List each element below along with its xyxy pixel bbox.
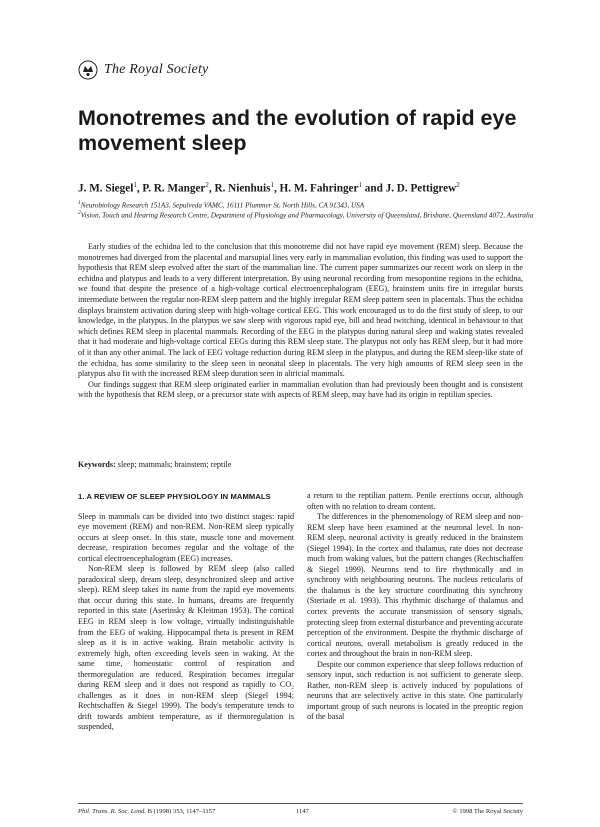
body-paragraph: Sleep in mammals can be divided into two distinct stages: rapid eye movement (REM) and non-REM. Non-REM sleep typically occurs at sleep onset. In this state, muscle tone and movement decrease, respiration becomes regular and the voltage of the cortical electroencephalogram (EEG) increases. bbox=[78, 511, 294, 563]
author: R. Nienhuis bbox=[214, 182, 271, 195]
footer-volume: B (1998) 353, 1147–1157 bbox=[147, 808, 216, 815]
body-paragraph: Non-REM sleep is followed by REM sleep (also called paradoxical sleep, dream sleep, desynchronized sleep and active sleep). REM sleep takes its name from the rapid eye movements that occur during this state. In humans, dreams are frequently reported in this state (Aserinsky & Kleitman 1953). The cortical EEG in REM sleep is low voltage, virtually indistinguishable from the EEG of waking. Hippocampal theta is present in REM sleep as it is in active waking. Brain metabolic activity is extremely high, often exceeding levels seen in waking. At the same time, homeostatic control of respiration and thermoregulation are reduced. Respiration becomes irregular during REM sleep and it does not respond as rapidly to CO₂ challenges as it does in non-REM sleep (Siegel 1994; Rechtschaffen & Siegel 1999). The body's temperature tends to drift towards ambient temperature, as if thermoregulation is suspended, bbox=[78, 564, 294, 732]
author: H. M. Fahringer bbox=[279, 182, 359, 195]
author: J. D. Pettigrew bbox=[385, 182, 457, 195]
author-affiliation-mark: 1 bbox=[133, 181, 137, 189]
page-number: 1147 bbox=[296, 808, 309, 815]
body-column-right bbox=[307, 491, 523, 723]
body-paragraph: a return to the reptilian pattern. Penile erections occur, although often with no relation to dream content. bbox=[307, 491, 523, 511]
author: P. R. Manger bbox=[142, 182, 206, 195]
keywords-label: Keywords: bbox=[78, 460, 116, 469]
author-list: J. M. Siegel$^1$, P. R. Manger$^2$, R. Nienhuis$^1$, H. M. Fahringer$^1$ and J. D. Pettigrew$^2$ bbox=[78, 181, 460, 195]
footer-rule bbox=[78, 803, 523, 804]
body-paragraph: Despite our common experience that sleep follows reduction of sensory input, such reduction is not sufficient to generate sleep. Rather, non-REM sleep is actively induced by populations of neurons that are selectively active in this state. One particularly important group of such neurons is located in the preoptic region of the basal bbox=[307, 659, 523, 722]
affiliation-text: Neurobiology Research 151A3, Sepulveda VAMC, 16111 Plummer St, North Hills, CA 91343, USA bbox=[80, 201, 365, 210]
footer-citation bbox=[78, 808, 215, 815]
body-paragraph: The differences in the phenomenology of REM sleep and non-REM sleep have been examined at the neuronal level. In non-REM sleep, neuronal activity is greatly reduced in the brainstem (Siegel 1994). In the cortex and thalamus, rate does not decrease much from waking values, but the pattern changes (Rechtschaffen & Siegel 1999). Neurons tend to fire rhythmically and in synchrony with neighbouring neurons. The nucleus reticularis of the thalamus is the key structure coordinating this synchrony (Steriade et al. 1993). This rhythmic discharge of thalamus and cortex prevents the accurate transmission of sensory signals, protecting sleep from external disturbance and preventing accurate perception of the environment. Despite the rhythmic discharge of cortical neurons, overall metabolism is greatly reduced in the cortex and throughout the brain in non-REM sleep. bbox=[307, 512, 523, 659]
affiliation-number: 1 bbox=[78, 200, 81, 206]
keywords bbox=[78, 460, 231, 469]
author-affiliation-mark: 2 bbox=[456, 181, 460, 189]
affiliation-text: Vision, Touch and Hearing Research Centre, Department of Physiology and Pharmacology, University of Queensland, Brisbane, Queensland 4072, Australia bbox=[80, 211, 534, 220]
abstract-paragraph: Early studies of the echidna led to the conclusion that this monotreme did not have rapid eye movement (REM) sleep. Because the monotremes had diverged from the placental and marsupial lines very early in mammalian evolution, this finding was used to support the hypothesis that REM sleep evolved after the start of the mammalian line. The current paper summarizes our recent work on sleep in the echidna and platypus and leads to a very different interpretation. By using neuronal recording from mesopontine regions in the echidna, we found that despite the presence of a high-voltage cortical electroencephalogram (EEG), brainstem units fire in irregular bursts intermediate between the regular non-REM sleep pattern and the highly irregular REM sleep pattern seen in placentals. Thus the echidna displays brainstem activation during sleep with high-voltage cortical EEG. This work encouraged us to do the first study of sleep, to our knowledge, in the platypus. In the platypus we saw sleep with vigorous rapid eye, bill and head twitching, identical in behaviour to that which defines REM sleep in placental mammals. Recording of the EEG in the platypus during natural sleep and waking states revealed that it had moderate and high-voltage cortical EEGs during this REM sleep state. The platypus not only has REM sleep, but it had more of it than any other animal. The lack of EEG voltage reduction during REM sleep in the platypus, and during the REM sleep-like state of the echidna, has some similarity to the sleep seen in neonatal sleep in placentals. The very high amounts of REM sleep seen in the platypus also fit with the increased REM sleep duration seen in altricial mammals. bbox=[78, 242, 523, 379]
journal-logo bbox=[78, 60, 218, 82]
paper-title: Monotremes and the evolution of rapid eye movement sleep bbox=[78, 106, 517, 155]
affiliation bbox=[78, 209, 538, 220]
footer-journal: Phil. Trans. R. Soc. Lond. bbox=[78, 808, 146, 815]
footer-copyright: © 1998 The Royal Society bbox=[452, 808, 523, 815]
abstract-paragraph: Our findings suggest that REM sleep originated earlier in mammalian evolution than had previously been thought and is consistent with the hypothesis that REM sleep, or a precursor state with aspects of REM sleep, may have had its origin in reptilian species. bbox=[78, 379, 523, 400]
abstract bbox=[78, 242, 523, 401]
body-column-left bbox=[78, 492, 294, 733]
royal-society-emblem-icon bbox=[78, 60, 98, 80]
author-affiliation-mark: 1 bbox=[270, 181, 274, 189]
affiliation-number: 2 bbox=[78, 210, 81, 216]
keywords-text: sleep; mammals; brainstem; reptile bbox=[117, 460, 232, 469]
author-affiliation-mark: 1 bbox=[358, 181, 362, 189]
journal-logo-name: The Royal Society bbox=[104, 62, 209, 77]
section-heading: 1. A REVIEW OF SLEEP PHYSIOLOGY IN MAMMALS bbox=[78, 492, 271, 501]
author-affiliation-mark: 2 bbox=[205, 181, 209, 189]
author: J. M. Siegel bbox=[78, 182, 134, 195]
